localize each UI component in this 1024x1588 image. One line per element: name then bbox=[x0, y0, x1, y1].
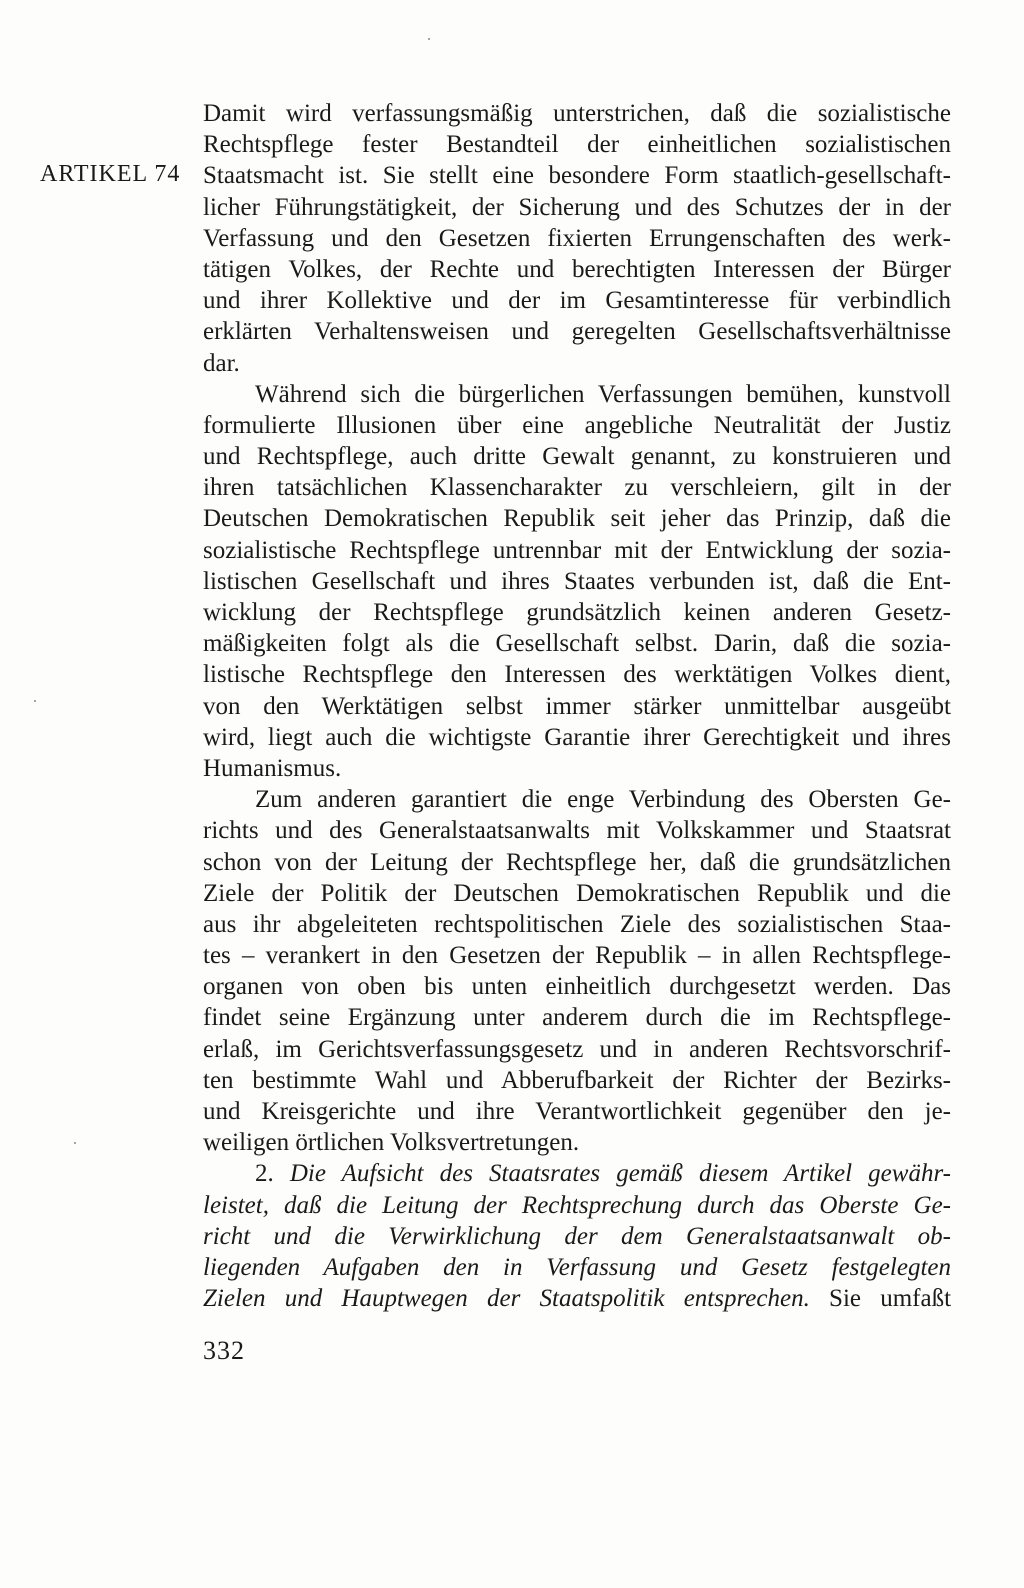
text-line: tes – verankert in den Gesetzen der Republik – in allen Rechtspflege- bbox=[203, 942, 951, 970]
text-line: Humanismus. bbox=[203, 754, 342, 782]
text-line: Ziele der Politik der Deutschen Demokratischen Republik und die bbox=[203, 879, 951, 907]
text-line: und Kreisgerichte und ihre Verantwortlichkeit gegenüber den je- bbox=[203, 1098, 951, 1125]
text-line: Deutschen Demokratischen Republik seit jeher das Prinzip, daß die bbox=[203, 505, 951, 533]
text-line: Rechtspflege fester Bestandteil der einheitlichen sozialistischen bbox=[203, 131, 951, 159]
paper-speck bbox=[428, 38, 430, 40]
text-line: sozialistische Rechtspflege untrennbar mit der Entwicklung der sozia- bbox=[203, 536, 951, 564]
text-line: tätigen Volkes, der Rechte und berechtigten Interessen der Bürger bbox=[203, 255, 951, 283]
text-line: findet seine Ergänzung unter anderem durch die im Rechtspflege- bbox=[203, 1004, 951, 1032]
text-line: und ihrer Kollektive und der im Gesamtinteresse für verbindlich bbox=[203, 287, 951, 315]
italic-paragraph-first-line bbox=[203, 1158, 951, 1189]
text-line: organen von oben bis unten einheitlich durchgesetzt werden. Das bbox=[203, 973, 951, 1001]
mixed-line bbox=[203, 1283, 951, 1314]
italic-text: Zielen und Hauptwegen der Staatspolitik entsprechen. bbox=[203, 1285, 810, 1313]
text-line: licher Führungstätigkeit, der Sicherung und des Schutzes der in der bbox=[203, 193, 951, 221]
text-line: weiligen örtlichen Volksvertretungen. bbox=[203, 1129, 580, 1157]
paragraph-first-line: Während sich die bürgerlichen Verfassungen bemühen, kunstvoll bbox=[255, 380, 951, 408]
text-line: Verfassung und den Gesetzen fixierten Errungenschaften des werk- bbox=[203, 224, 951, 252]
text-line: erklärten Verhaltensweisen und geregelten Gesellschaftsverhältnisse bbox=[203, 318, 951, 346]
paragraph-first-line: Zum anderen garantiert die enge Verbindung des Obersten Ge- bbox=[255, 786, 951, 814]
text-line: dar. bbox=[203, 349, 240, 377]
text-line: schon von der Leitung der Rechtspflege her, daß die grundsätzlichen bbox=[203, 848, 951, 876]
text-line: Damit wird verfassungsmäßig unterstrichen, daß die sozialistische bbox=[203, 100, 951, 127]
italic-line: leistet, daß die Leitung der Rechtsprechung durch das Oberste Ge- bbox=[203, 1191, 951, 1219]
section-number: 2. bbox=[255, 1160, 274, 1188]
text-line: wicklung der Rechtspflege grundsätzlich keinen anderen Gesetz- bbox=[203, 599, 951, 626]
text-line: mäßigkeiten folgt als die Gesellschaft selbst. Darin, daß die sozia- bbox=[203, 630, 951, 658]
text-line: von den Werktätigen selbst immer stärker unmittelbar ausgeübt bbox=[203, 692, 951, 720]
text-line: formulierte Illusionen über eine angebliche Neutralität der Justiz bbox=[203, 411, 951, 439]
italic-line: richt und die Verwirklichung der dem Generalstaatsanwalt ob- bbox=[203, 1222, 951, 1250]
text-line: wird, liegt auch die wichtigste Garantie ihrer Gerechtigkeit und ihres bbox=[203, 723, 951, 751]
paper-speck bbox=[34, 700, 36, 702]
body-text bbox=[203, 98, 951, 1314]
text-line: ihren tatsächlichen Klassencharakter zu verschleiern, gilt in der bbox=[203, 474, 951, 502]
text-line: Staatsmacht ist. Sie stellt eine besondere Form staatlich-gesellschaft- bbox=[203, 162, 951, 190]
text-line: listische Rechtspflege den Interessen des werktätigen Volkes dient, bbox=[203, 661, 951, 689]
text-line: und Rechtspflege, auch dritte Gewalt genannt, zu konstruieren und bbox=[203, 443, 951, 471]
text-line: aus ihr abgeleiteten rechtspolitischen Ziele des sozialistischen Staa- bbox=[203, 910, 951, 938]
text-line: listischen Gesellschaft und ihres Staates verbunden ist, daß die Ent- bbox=[203, 567, 951, 595]
roman-text: Sie umfaßt bbox=[829, 1285, 952, 1313]
italic-line: liegenden Aufgaben den in Verfassung und Gesetz festgelegten bbox=[203, 1253, 951, 1281]
text-line: ten bestimmte Wahl und Abberufbarkeit der Richter der Bezirks- bbox=[203, 1066, 951, 1094]
text-line: richts und des Generalstaatsanwalts mit Volkskammer und Staatsrat bbox=[203, 817, 951, 845]
italic-text: Die Aufsicht des Staatsrates gemäß diesem Artikel gewähr- bbox=[289, 1160, 951, 1188]
paper-speck bbox=[74, 1142, 76, 1144]
page-number: 332 bbox=[203, 1336, 245, 1365]
article-margin-label: ARTIKEL 74 bbox=[40, 161, 181, 187]
text-line: erlaß, im Gerichtsverfassungsgesetz und in anderen Rechtsvorschrif- bbox=[203, 1035, 951, 1063]
